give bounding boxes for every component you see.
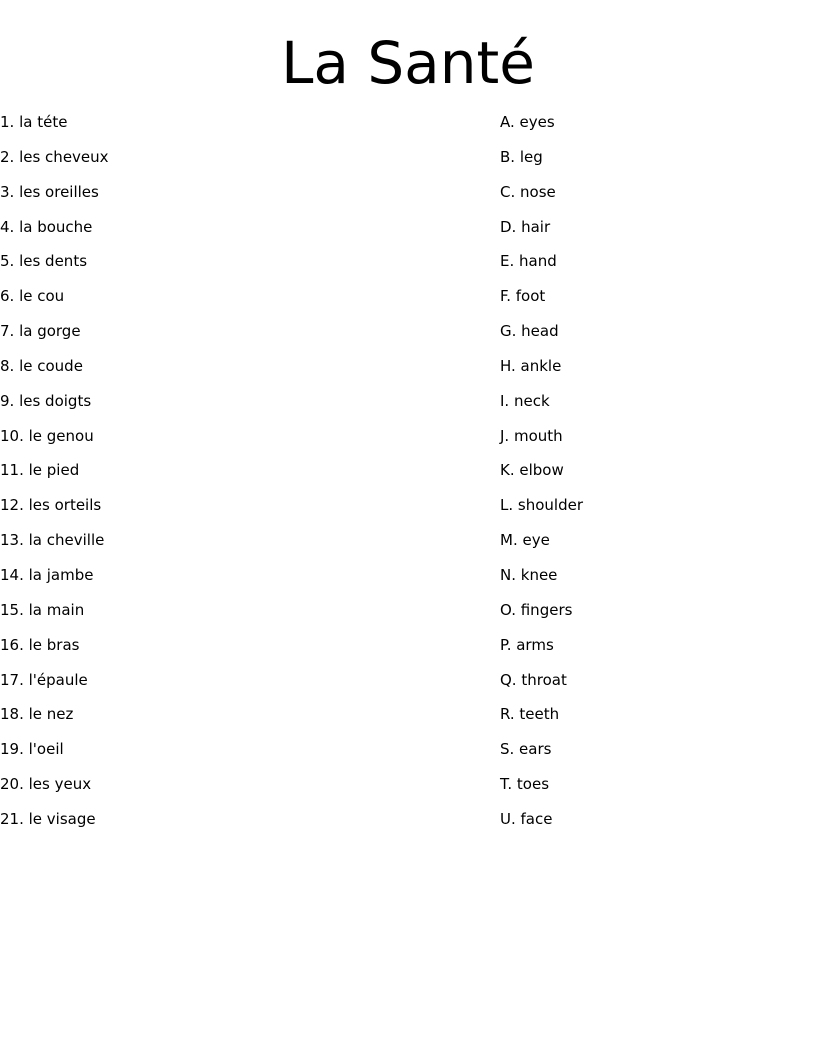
definition-item: S. ears	[500, 740, 552, 759]
term-item: 14. la jambe	[0, 565, 94, 584]
definition-item: U. face	[500, 809, 553, 828]
definition-item: I. neck	[500, 391, 550, 410]
term-item: 6. le cou	[0, 287, 65, 306]
definition-item: Q. throat	[500, 670, 567, 689]
term-item: 11. le pied	[0, 461, 80, 480]
term-item: 12. les orteils	[0, 496, 102, 515]
definition-item: D. hair	[500, 217, 551, 236]
term-item: 16. le bras	[0, 635, 80, 654]
definition-item: T. toes	[500, 775, 550, 794]
term-item: 15. la main	[0, 600, 85, 619]
term-item: 5. les dents	[0, 252, 88, 271]
definition-item: A. eyes	[500, 113, 555, 131]
definition-item: F. foot	[500, 287, 546, 306]
definition-item: C. nose	[500, 182, 556, 201]
definition-item: J. mouth	[500, 426, 563, 445]
term-item: 19. l'oeil	[0, 740, 64, 759]
definition-item: H. ankle	[500, 356, 562, 375]
page-title: La Santé	[281, 29, 535, 97]
definition-item: L. shoulder	[500, 496, 583, 515]
term-item: 3. les oreilles	[0, 182, 99, 201]
definition-item: B. leg	[500, 147, 543, 166]
definitions-list	[500, 109, 583, 841]
term-item: 20. les yeux	[0, 775, 92, 794]
definition-item: G. head	[500, 322, 559, 341]
term-item: 21. le visage	[0, 809, 96, 828]
term-item: 4. la bouche	[0, 217, 93, 236]
definition-item: N. knee	[500, 565, 558, 584]
term-item: 10. le genou	[0, 426, 94, 445]
term-item: 13. la cheville	[0, 531, 105, 550]
term-item: 1. la téte	[0, 113, 68, 131]
term-item: 18. le nez	[0, 705, 74, 724]
definition-item: E. hand	[500, 252, 557, 271]
definition-item: O. fingers	[500, 600, 573, 619]
term-item: 2. les cheveux	[0, 147, 109, 166]
definition-item: P. arms	[500, 635, 554, 654]
term-item: 17. l'épaule	[0, 670, 88, 689]
definition-item: R. teeth	[500, 705, 560, 724]
term-item: 8. le coude	[0, 356, 83, 375]
definition-item: K. elbow	[500, 461, 564, 480]
definition-item: M. eye	[500, 531, 550, 550]
term-item: 9. les doigts	[0, 391, 92, 410]
terms-list	[0, 109, 109, 841]
term-item: 7. la gorge	[0, 322, 81, 341]
